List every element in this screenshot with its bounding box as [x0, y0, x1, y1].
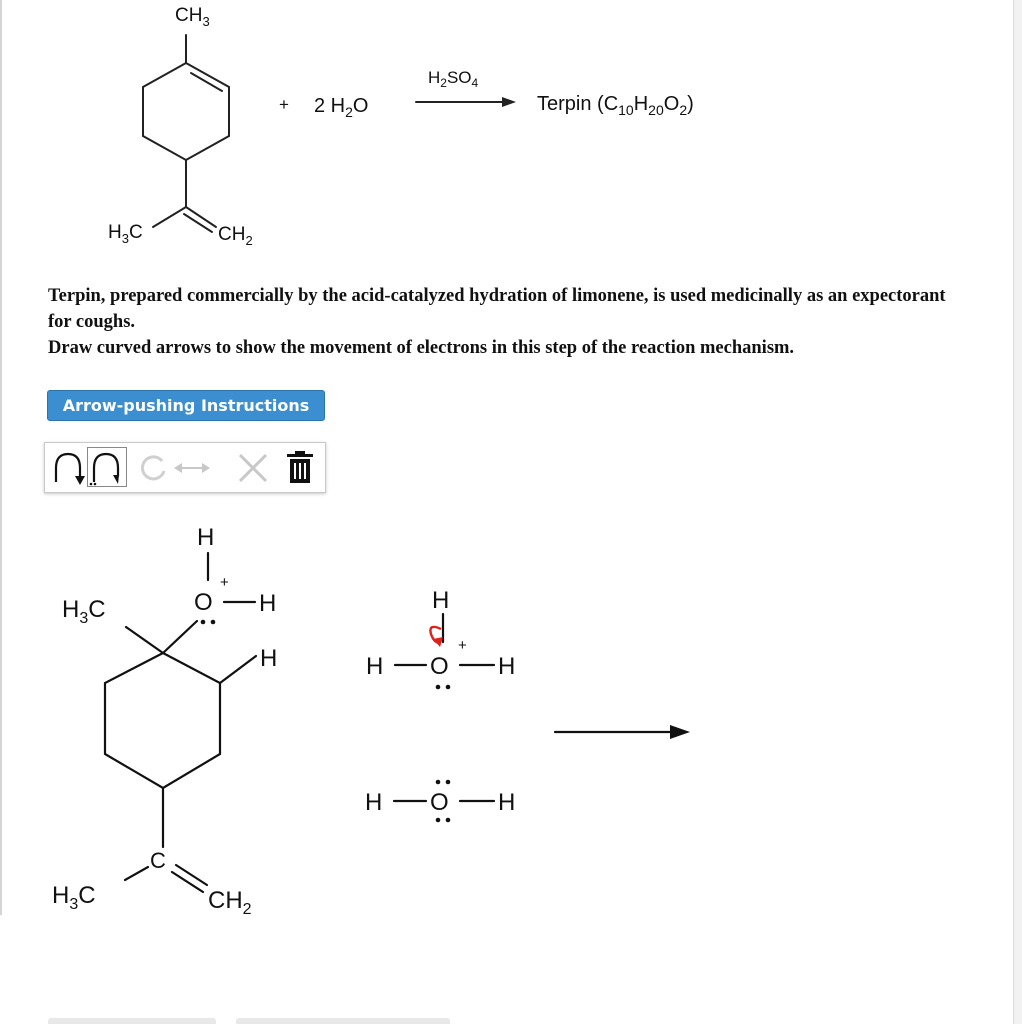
rotate-icon — [136, 451, 170, 485]
trash-icon — [284, 451, 316, 485]
double-headed-arrow-icon — [172, 458, 212, 478]
catalyst-label: $H_2SO_4$ — [428, 68, 479, 90]
central-carbon: C — [150, 848, 166, 873]
mechanism-canvas[interactable] — [0, 505, 760, 925]
close-icon — [236, 451, 270, 485]
water-left-hydrogen: H — [365, 789, 383, 816]
hydronium-right-hydrogen: H — [498, 653, 516, 680]
bottom-h3c-label: $H_3C$ — [52, 882, 96, 913]
hydronium-oxygen[interactable]: O — [430, 653, 449, 680]
reactant-h3c-label: $H_3C$ — [108, 222, 143, 246]
water-oxygen[interactable]: O — [430, 789, 449, 816]
water-right-hydrogen: H — [498, 789, 516, 816]
drawing-toolbar — [44, 442, 326, 493]
plus-sign: + — [279, 95, 289, 114]
reactant-ch3-label — [175, 5, 210, 29]
reaction-arrowhead — [502, 97, 516, 107]
half-arrow-icon — [88, 448, 126, 486]
oxonium-charge: + — [220, 574, 229, 591]
hydronium-charge: + — [458, 637, 467, 654]
delete-tool[interactable] — [235, 447, 271, 489]
reactant-ch2-label: $CH_2$ — [218, 224, 253, 248]
lone-pair-dot — [446, 685, 451, 690]
curved-arrow-icon — [51, 448, 85, 488]
reaction-scheme — [0, 0, 760, 260]
lone-pair-dot — [436, 685, 441, 690]
lone-pair-dot — [446, 780, 451, 785]
mechanism-arrowhead — [670, 725, 690, 739]
lone-pair-dot — [446, 818, 451, 823]
bottom-ch2-label: $CH_2$ — [208, 887, 252, 918]
lone-pair-dot — [436, 818, 441, 823]
question-line-2: Draw curved arrows to show the movement of electrons in this step of the reaction mechanism. — [48, 338, 795, 358]
question-text — [48, 283, 968, 361]
product-label: Terpin $(C_{10}H_{20}O_2)$ — [537, 93, 694, 118]
hydronium-left-hydrogen: H — [366, 653, 384, 680]
left-h3c-label: $H_3C$ — [62, 596, 106, 627]
water-label: 2 $H_2O$ — [314, 95, 369, 120]
hydronium-top-hydrogen: H — [432, 587, 450, 614]
question-line-1: Terpin, prepared commercially by the acid-catalyzed hydration of limonene, is used medicinally as an expectorant for coughs. — [48, 286, 946, 332]
one-electron-arrow-tool[interactable] — [87, 447, 127, 487]
top-hydrogen: H — [197, 524, 215, 551]
resonance-arrow-tool[interactable] — [171, 447, 213, 489]
svg-text:CH3: $CH_3$ — [175, 5, 210, 29]
clear-all-tool[interactable] — [283, 447, 317, 489]
oxonium-hydrogen: H — [259, 590, 277, 617]
oxonium-oxygen[interactable]: O — [194, 589, 213, 616]
lone-pair-dot — [211, 620, 216, 625]
lone-pair-dot — [436, 780, 441, 785]
bottom-tab[interactable] — [236, 1018, 450, 1024]
lone-pair-dot — [201, 620, 206, 625]
two-electron-arrow-tool[interactable] — [51, 447, 85, 489]
bottom-tab[interactable] — [48, 1018, 216, 1024]
rotate-tool[interactable] — [135, 447, 171, 489]
scroll-gutter — [1013, 0, 1022, 1024]
arrow-pushing-instructions-button[interactable]: Arrow-pushing Instructions — [47, 390, 325, 421]
ring-hydrogen: H — [260, 645, 278, 672]
